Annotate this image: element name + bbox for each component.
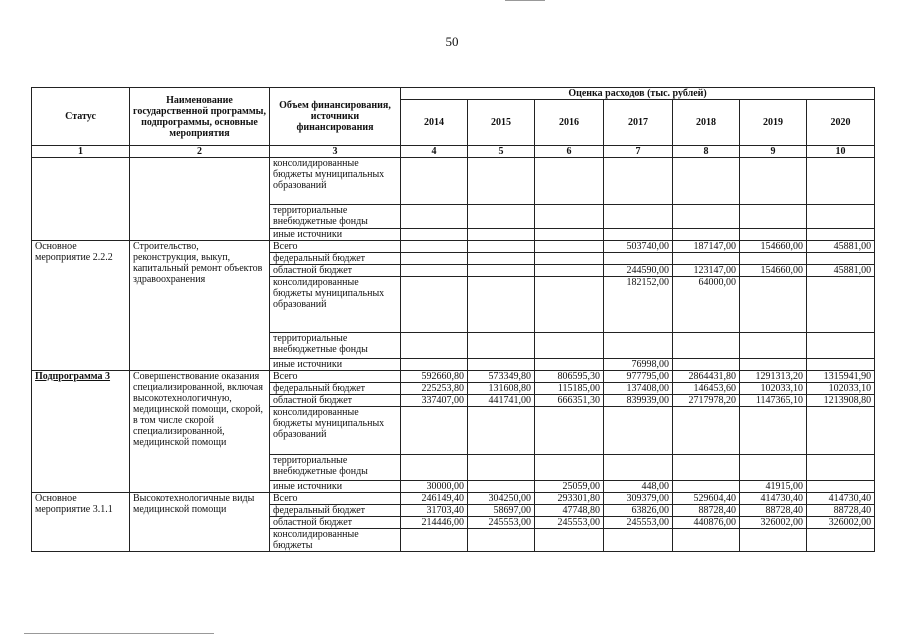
header-volume: Объем финансирования, источники финансирования	[270, 88, 401, 146]
amount-cell-2016	[535, 277, 604, 333]
funding-source: территориальные внебюджетные фонды	[270, 455, 401, 481]
amount-cell-2017: 76998,00	[604, 359, 673, 371]
amount-cell-2014: 214446,00	[401, 517, 468, 529]
amount-cell-2017	[604, 253, 673, 265]
amount-cell-2020: 102033,10	[807, 383, 875, 395]
column-number: 3	[270, 146, 401, 158]
amount-cell-2020	[807, 333, 875, 359]
column-number: 2	[130, 146, 270, 158]
amount-cell-2016	[535, 529, 604, 552]
amount-cell-2017: 448,00	[604, 481, 673, 493]
funding-source: областной бюджет	[270, 395, 401, 407]
program-name: Строительство, реконструкция, выкуп, капитальный ремонт объектов здравоохранения	[130, 241, 270, 371]
amount-cell-2018: 88728,40	[673, 505, 740, 517]
funding-source: консолидированные бюджеты муниципальных образований	[270, 407, 401, 455]
amount-cell-2017: 137408,00	[604, 383, 673, 395]
amount-cell-2018	[673, 529, 740, 552]
amount-cell-2019	[740, 158, 807, 205]
amount-cell-2018	[673, 158, 740, 205]
amount-cell-2014	[401, 253, 468, 265]
column-number: 1	[32, 146, 130, 158]
amount-cell-2020: 1315941,90	[807, 371, 875, 383]
amount-cell-2014	[401, 277, 468, 333]
column-number: 4	[401, 146, 468, 158]
column-number: 9	[740, 146, 807, 158]
amount-cell-2018	[673, 481, 740, 493]
amount-cell-2020	[807, 277, 875, 333]
amount-cell-2018	[673, 229, 740, 241]
amount-cell-2019: 414730,40	[740, 493, 807, 505]
amount-cell-2014: 337407,00	[401, 395, 468, 407]
funding-source: федеральный бюджет	[270, 253, 401, 265]
funding-source: Всего	[270, 241, 401, 253]
amount-cell-2020	[807, 253, 875, 265]
header-year: 2018	[673, 100, 740, 146]
amount-cell-2016	[535, 265, 604, 277]
amount-cell-2017	[604, 333, 673, 359]
column-number-row	[32, 146, 875, 158]
program-name: Совершенствование оказания специализированной, включая высокотехнологичную, медицинской помощи, скорой, в том числе скорой специализированной, медицинской помощи	[130, 371, 270, 493]
funding-source: иные источники	[270, 359, 401, 371]
amount-cell-2019: 1147365,10	[740, 395, 807, 407]
amount-cell-2016	[535, 333, 604, 359]
header-row-top	[32, 88, 875, 100]
amount-cell-2020: 45881,00	[807, 265, 875, 277]
funding-source: иные источники	[270, 229, 401, 241]
amount-cell-2014	[401, 529, 468, 552]
status-label: Основное мероприятие 3.1.1	[35, 493, 113, 515]
amount-cell-2014	[401, 158, 468, 205]
amount-cell-2015	[468, 265, 535, 277]
amount-cell-2019	[740, 229, 807, 241]
column-number: 10	[807, 146, 875, 158]
amount-cell-2014: 31703,40	[401, 505, 468, 517]
funding-source: территориальные внебюджетные фонды	[270, 205, 401, 229]
funding-source: областной бюджет	[270, 517, 401, 529]
amount-cell-2017	[604, 529, 673, 552]
amount-cell-2019: 88728,40	[740, 505, 807, 517]
amount-cell-2018: 440876,00	[673, 517, 740, 529]
amount-cell-2016: 666351,30	[535, 395, 604, 407]
amount-cell-2017	[604, 205, 673, 229]
table-row	[32, 493, 875, 505]
amount-cell-2018	[673, 253, 740, 265]
amount-cell-2019: 154660,00	[740, 241, 807, 253]
amount-cell-2015: 573349,80	[468, 371, 535, 383]
amount-cell-2015	[468, 407, 535, 455]
amount-cell-2014	[401, 229, 468, 241]
header-year: 2017	[604, 100, 673, 146]
amount-cell-2014: 225253,80	[401, 383, 468, 395]
amount-cell-2015	[468, 205, 535, 229]
program-name	[130, 158, 270, 241]
amount-cell-2015: 58697,00	[468, 505, 535, 517]
amount-cell-2017: 977795,00	[604, 371, 673, 383]
amount-cell-2020	[807, 359, 875, 371]
amount-cell-2015	[468, 229, 535, 241]
header-status: Статус	[32, 88, 130, 146]
amount-cell-2017: 839939,00	[604, 395, 673, 407]
funding-source: федеральный бюджет	[270, 383, 401, 395]
amount-cell-2015: 304250,00	[468, 493, 535, 505]
row-status	[32, 241, 130, 371]
amount-cell-2019	[740, 455, 807, 481]
amount-cell-2020	[807, 455, 875, 481]
bottom-edge-line	[24, 633, 214, 634]
amount-cell-2020	[807, 158, 875, 205]
header-year: 2016	[535, 100, 604, 146]
amount-cell-2014	[401, 333, 468, 359]
amount-cell-2018: 123147,00	[673, 265, 740, 277]
amount-cell-2019	[740, 359, 807, 371]
amount-cell-2017: 244590,00	[604, 265, 673, 277]
header-name: Наименование государственной программы, подпрограммы, основные мероприятия	[130, 88, 270, 146]
amount-cell-2019	[740, 253, 807, 265]
amount-cell-2016: 245553,00	[535, 517, 604, 529]
amount-cell-2014	[401, 241, 468, 253]
amount-cell-2016	[535, 205, 604, 229]
table-body	[32, 158, 875, 552]
amount-cell-2017	[604, 158, 673, 205]
table-row	[32, 158, 875, 205]
amount-cell-2015	[468, 253, 535, 265]
amount-cell-2015	[468, 277, 535, 333]
amount-cell-2014: 246149,40	[401, 493, 468, 505]
amount-cell-2017	[604, 229, 673, 241]
amount-cell-2016: 293301,80	[535, 493, 604, 505]
top-edge-line	[505, 0, 545, 1]
funding-source: федеральный бюджет	[270, 505, 401, 517]
amount-cell-2015: 441741,00	[468, 395, 535, 407]
header-year: 2014	[401, 100, 468, 146]
header-estimate: Оценка расходов (тыс. рублей)	[401, 88, 875, 100]
row-status	[32, 158, 130, 241]
amount-cell-2019: 41915,00	[740, 481, 807, 493]
amount-cell-2015	[468, 455, 535, 481]
amount-cell-2015: 131608,80	[468, 383, 535, 395]
amount-cell-2016	[535, 158, 604, 205]
funding-source: иные источники	[270, 481, 401, 493]
amount-cell-2019: 326002,00	[740, 517, 807, 529]
funding-source: областной бюджет	[270, 265, 401, 277]
amount-cell-2020	[807, 407, 875, 455]
amount-cell-2017: 309379,00	[604, 493, 673, 505]
amount-cell-2019	[740, 333, 807, 359]
status-label: Основное мероприятие 2.2.2	[35, 241, 113, 263]
amount-cell-2019: 102033,10	[740, 383, 807, 395]
amount-cell-2016	[535, 241, 604, 253]
amount-cell-2015	[468, 158, 535, 205]
funding-source: консолидированные бюджеты муниципальных образований	[270, 277, 401, 333]
amount-cell-2017	[604, 407, 673, 455]
amount-cell-2016: 25059,00	[535, 481, 604, 493]
amount-cell-2018: 64000,00	[673, 277, 740, 333]
amount-cell-2014	[401, 407, 468, 455]
amount-cell-2019	[740, 205, 807, 229]
amount-cell-2016: 47748,80	[535, 505, 604, 517]
status-label: Подпрограмма 3	[35, 371, 111, 382]
amount-cell-2020	[807, 229, 875, 241]
amount-cell-2018: 2864431,80	[673, 371, 740, 383]
amount-cell-2017: 182152,00	[604, 277, 673, 333]
amount-cell-2016	[535, 229, 604, 241]
amount-cell-2018: 187147,00	[673, 241, 740, 253]
amount-cell-2015: 245553,00	[468, 517, 535, 529]
amount-cell-2018	[673, 407, 740, 455]
amount-cell-2015	[468, 359, 535, 371]
amount-cell-2014	[401, 205, 468, 229]
amount-cell-2019	[740, 407, 807, 455]
amount-cell-2017: 245553,00	[604, 517, 673, 529]
amount-cell-2017: 503740,00	[604, 241, 673, 253]
program-name: Высокотехнологичные виды медицинской помощи	[130, 493, 270, 552]
amount-cell-2018	[673, 205, 740, 229]
amount-cell-2020: 414730,40	[807, 493, 875, 505]
funding-source: консолидированные бюджеты муниципальных образований	[270, 158, 401, 205]
amount-cell-2019: 1291313,20	[740, 371, 807, 383]
amount-cell-2016: 115185,00	[535, 383, 604, 395]
amount-cell-2014	[401, 359, 468, 371]
budget-table	[31, 87, 875, 552]
amount-cell-2020	[807, 205, 875, 229]
amount-cell-2020: 45881,00	[807, 241, 875, 253]
amount-cell-2018: 529604,40	[673, 493, 740, 505]
amount-cell-2015	[468, 333, 535, 359]
amount-cell-2018	[673, 359, 740, 371]
row-status	[32, 493, 130, 552]
header-year: 2015	[468, 100, 535, 146]
amount-cell-2016: 806595,30	[535, 371, 604, 383]
page-number: 50	[445, 34, 459, 49]
amount-cell-2016	[535, 253, 604, 265]
column-number: 8	[673, 146, 740, 158]
amount-cell-2019: 154660,00	[740, 265, 807, 277]
amount-cell-2014: 592660,80	[401, 371, 468, 383]
amount-cell-2017	[604, 455, 673, 481]
amount-cell-2016	[535, 455, 604, 481]
amount-cell-2018	[673, 333, 740, 359]
amount-cell-2016	[535, 407, 604, 455]
column-number: 6	[535, 146, 604, 158]
amount-cell-2019	[740, 277, 807, 333]
amount-cell-2018: 146453,60	[673, 383, 740, 395]
funding-source: Всего	[270, 493, 401, 505]
table-row	[32, 241, 875, 253]
amount-cell-2018	[673, 455, 740, 481]
amount-cell-2015	[468, 241, 535, 253]
amount-cell-2016	[535, 359, 604, 371]
funding-source: Всего	[270, 371, 401, 383]
amount-cell-2020	[807, 529, 875, 552]
amount-cell-2015	[468, 529, 535, 552]
amount-cell-2018: 2717978,20	[673, 395, 740, 407]
table-row	[32, 371, 875, 383]
amount-cell-2019	[740, 529, 807, 552]
amount-cell-2017: 63826,00	[604, 505, 673, 517]
amount-cell-2014	[401, 455, 468, 481]
funding-source: территориальные внебюджетные фонды	[270, 333, 401, 359]
funding-source: консолидированные бюджеты	[270, 529, 401, 552]
column-number: 5	[468, 146, 535, 158]
header-year: 2020	[807, 100, 875, 146]
amount-cell-2020: 88728,40	[807, 505, 875, 517]
amount-cell-2015	[468, 481, 535, 493]
row-status	[32, 371, 130, 493]
amount-cell-2014	[401, 265, 468, 277]
amount-cell-2020: 326002,00	[807, 517, 875, 529]
column-number: 7	[604, 146, 673, 158]
amount-cell-2020	[807, 481, 875, 493]
header-year: 2019	[740, 100, 807, 146]
amount-cell-2020: 1213908,80	[807, 395, 875, 407]
amount-cell-2014: 30000,00	[401, 481, 468, 493]
